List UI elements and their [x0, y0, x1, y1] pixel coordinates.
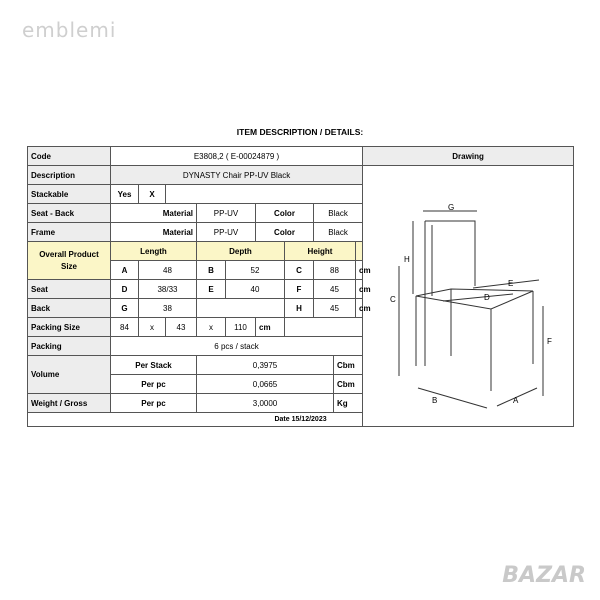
dim-c-value: 88 — [314, 261, 356, 280]
row-description — [28, 166, 574, 185]
per-pc-value: 0,0665 — [197, 375, 334, 394]
dim-h-label: H — [285, 299, 314, 318]
dim-a-letter: A — [513, 396, 519, 405]
per-stack-label: Per Stack — [111, 356, 197, 375]
description-value: DYNASTY Chair PP-UV Black — [111, 166, 363, 185]
length-label: Length — [111, 242, 197, 261]
weight-unit: Kg — [334, 394, 363, 413]
dim-a-value: 48 — [139, 261, 197, 280]
volume-pc-unit: Cbm — [334, 375, 363, 394]
back-label: Back — [28, 299, 111, 318]
packing-value: 6 pcs / stack — [111, 337, 363, 356]
dim-f-label: F — [285, 280, 314, 299]
dim-f-letter: F — [547, 337, 552, 346]
depth-label: Depth — [197, 242, 285, 261]
back-unit: cm — [356, 299, 363, 318]
emblemi-watermark: emblemi — [22, 18, 117, 42]
packing-size-unit: cm — [256, 318, 285, 337]
packing-size-x1: x — [139, 318, 166, 337]
packing-size-width: 43 — [166, 318, 197, 337]
dim-h-letter: H — [404, 255, 410, 264]
code-label: Code — [28, 147, 111, 166]
volume-label: Volume — [28, 356, 111, 394]
stackable-mark: X — [139, 185, 166, 204]
drawing-label: Drawing — [363, 147, 574, 166]
dim-d-letter: D — [484, 293, 490, 302]
seat-back-color: Black — [314, 204, 363, 223]
dim-g-label: G — [111, 299, 139, 318]
dim-b-value: 52 — [226, 261, 285, 280]
weight-value: 3,0000 — [197, 394, 334, 413]
packing-size-height: 110 — [226, 318, 256, 337]
seat-back-material: PP-UV — [197, 204, 256, 223]
frame-material: PP-UV — [197, 223, 256, 242]
dim-b-label: B — [197, 261, 226, 280]
per-stack-value: 0,3975 — [197, 356, 334, 375]
dim-e-label: E — [197, 280, 226, 299]
dim-h-value: 45 — [314, 299, 356, 318]
seat-unit: cm — [356, 280, 363, 299]
chair-drawing — [363, 166, 574, 424]
packing-size-length: 84 — [111, 318, 139, 337]
date-text: Date 15/12/2023 — [28, 413, 574, 427]
per-pc-label: Per pc — [111, 375, 197, 394]
description-label: Description — [28, 166, 111, 185]
dim-a-label: A — [111, 261, 139, 280]
dim-c-label: C — [285, 261, 314, 280]
frame-color-label: Color — [256, 223, 314, 242]
code-value: E3808,2 ( E-00024879 ) — [111, 147, 363, 166]
seat-back-material-label: Material — [111, 204, 197, 223]
seat-back-label: Seat - Back — [28, 204, 111, 223]
drawing-cell — [363, 166, 574, 427]
page-title: ITEM DESCRIPTION / DETAILS: — [236, 127, 364, 137]
packing-size-label: Packing Size — [28, 318, 111, 337]
dim-g-value: 38 — [139, 299, 197, 318]
dim-c-letter: C — [390, 295, 396, 304]
weight-per-pc-label: Per pc — [111, 394, 197, 413]
weight-label: Weight / Gross — [28, 394, 111, 413]
stackable-yes: Yes — [111, 185, 139, 204]
row-code — [28, 147, 574, 166]
stackable-label: Stackable — [28, 185, 111, 204]
dim-f-value: 45 — [314, 280, 356, 299]
overall-size-label: Overall Product Size — [28, 242, 111, 280]
packing-label: Packing — [28, 337, 111, 356]
spec-table — [27, 146, 574, 427]
frame-label: Frame — [28, 223, 111, 242]
volume-stack-unit: Cbm — [334, 356, 363, 375]
packing-size-x2: x — [197, 318, 226, 337]
dim-g-letter: G — [448, 203, 455, 212]
height-label: Height — [285, 242, 356, 261]
seat-label: Seat — [28, 280, 111, 299]
frame-color: Black — [314, 223, 363, 242]
seat-back-color-label: Color — [256, 204, 314, 223]
overall-unit: cm — [356, 261, 363, 280]
dim-e-letter: E — [508, 279, 514, 288]
dim-e-value: 40 — [226, 280, 285, 299]
frame-material-label: Material — [111, 223, 197, 242]
bazar-watermark: BAZAR — [502, 563, 586, 588]
dim-d-value: 38/33 — [139, 280, 197, 299]
dim-b-letter: B — [432, 396, 438, 405]
dim-d-label: D — [111, 280, 139, 299]
